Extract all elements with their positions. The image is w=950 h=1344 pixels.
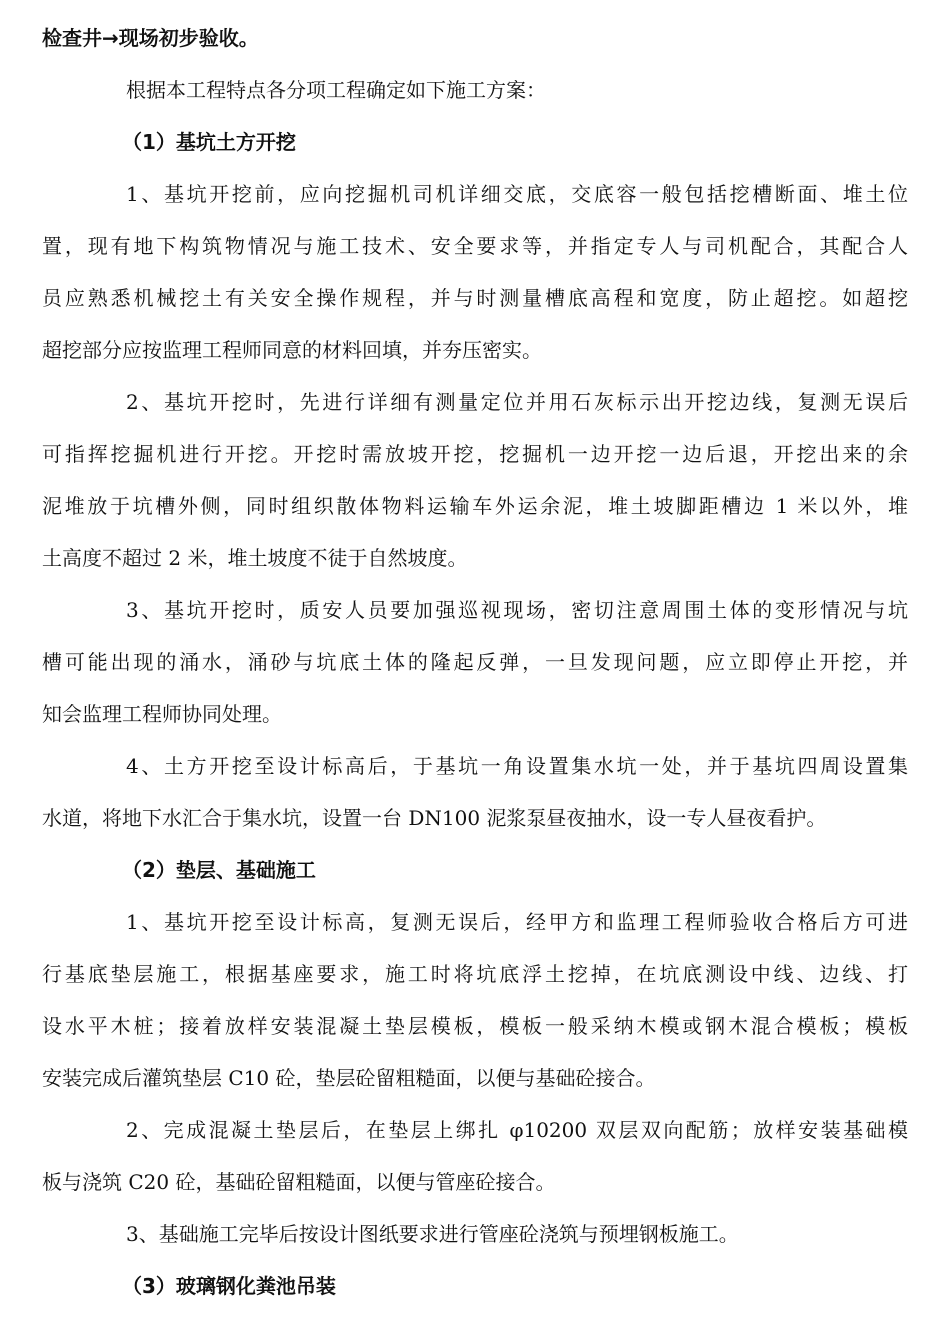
section1-paragraph-3: 3、基坑开挖时，质安人员要加强巡视现场，密切注意周围土体的变形情况与坑 槽可能出现的涌水，涌砂与坑底土体的隆起反弹，一旦发现问题，应立即停止开挖，并 知会监理工程师协同处理。 [42, 598, 908, 726]
section3-heading: （3）玻璃钢化粪池吊装 [122, 1274, 336, 1298]
section1-paragraph-1: 1、基坑开挖前，应向挖掘机司机详细交底，交底容一般包括挖槽断面、堆土位 置，现有地下构筑物情况与施工技术、安全要求等，并指定专人与司机配合，其配合人 员应熟悉机械挖土有关安全操作规程，并与时测量槽底高程和宽度，防止超挖。如超挖 超挖部分应按监理工程师同意的材料回填，并夯压密实。 [42, 182, 908, 362]
section1-paragraph-4: 4、土方开挖至设计标高后，于基坑一角设置集水坑一处，并于基坑四周设置集 水道，将地下水汇合于集水坑，设置一台 DN100 泥浆泵昼夜抽水，设一专人昼夜看护。 [42, 754, 908, 830]
section2-paragraph-3: 3、基础施工完毕后按设计图纸要求进行管座砼浇筑与预埋钢板施工。 [126, 1222, 739, 1246]
intro-paragraph: 根据本工程特点各分项工程确定如下施工方案： [126, 78, 546, 102]
section2-paragraph-2: 2、完成混凝土垫层后，在垫层上绑扎 φ10200 双层双向配筋；放样安装基础模 板与浇筑 C20 砼，基础砼留粗糙面，以便与管座砼接合。 [42, 1118, 908, 1194]
section1-paragraph-2: 2、基坑开挖时，先进行详细有测量定位并用石灰标示出开挖边线，复测无误后 可指挥挖掘机进行开挖。开挖时需放坡开挖，挖掘机一边开挖一边后退，开挖出来的余 泥堆放于坑槽外侧，同时组织散体物料运输车外运余泥，堆土坡脚距槽边 1 米以外，堆 土高度不超过 2 米，堆土坡度不徒于自然坡度。 [42, 390, 908, 570]
top-line: 检查井→现场初步验收。 [42, 26, 259, 50]
section2-paragraph-1: 1、基坑开挖至设计标高，复测无误后，经甲方和监理工程师验收合格后方可进 行基底垫层施工，根据基座要求，施工时将坑底浮土挖掉，在坑底测设中线、边线、打 设水平木桩；接着放样安装混凝土垫层模板，模板一般采纳木模或钢木混合模板；模板 安装完成后灌筑垫层 C10 砼，垫层砼留粗糙面，以便与基础砼接合。 [42, 910, 908, 1090]
section2-heading: （2）垫层、基础施工 [122, 858, 316, 882]
section1-heading: （1）基坑土方开挖 [122, 130, 296, 154]
